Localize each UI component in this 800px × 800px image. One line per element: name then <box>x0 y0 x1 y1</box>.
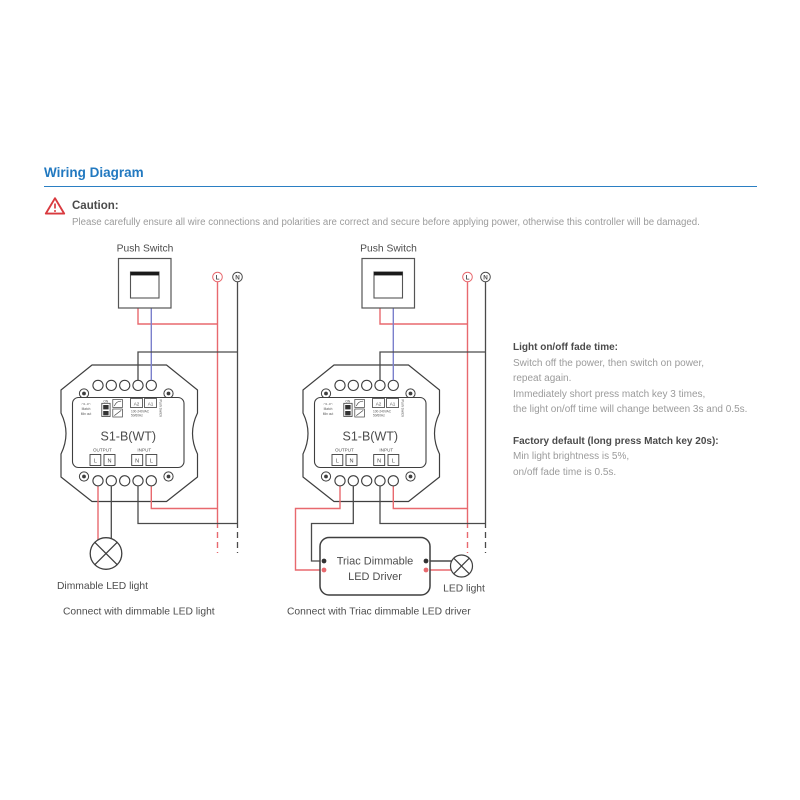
push-switch-icon-right <box>362 259 415 309</box>
a1-label: A1 <box>147 401 154 407</box>
driver-label-line1: Triac Dimmable <box>336 555 414 568</box>
push-switch-icon-left <box>119 259 172 309</box>
input-l-letter: L <box>149 458 153 465</box>
neutral-badge-right <box>481 272 491 282</box>
push-switch-label-right: Push Switch <box>360 243 417 255</box>
rating-line1: 100-240VAC <box>131 409 150 414</box>
push-switch-label-left: Push Switch <box>116 243 174 255</box>
neutral-badge-left <box>233 272 243 282</box>
output-label: OUTPUT <box>92 447 112 453</box>
output-n-letter: N <box>107 458 112 465</box>
svg-text:L: L <box>215 274 220 282</box>
fade-line: Immediately short press match key 3 times, <box>513 388 706 400</box>
match-sub-label: Min out <box>80 412 92 416</box>
module-model: S1-B(WT) <box>100 429 157 444</box>
factory-line: Min light brightness is 5%, <box>513 451 630 462</box>
lamp-icon-left <box>90 538 122 570</box>
match-label: Match <box>81 407 91 411</box>
svg-text:N: N <box>483 274 488 282</box>
caption-right: Connect with Triac dimmable LED driver <box>287 606 471 618</box>
output-l-letter: L <box>93 458 97 465</box>
lamp-icon-right <box>451 555 473 577</box>
a2-label: A2 <box>133 401 140 407</box>
caption-left: Connect with dimmable LED light <box>63 606 215 618</box>
driver-label-line2: LED Driver <box>348 571 402 583</box>
lamp-label-right: LED light <box>443 583 485 595</box>
caution-label: Caution: <box>72 200 119 212</box>
lamp-label-left: Dimmable LED light <box>57 581 148 592</box>
live-badge-left <box>213 272 223 282</box>
caution-text: Please carefully ensure all wire connections and polarities are correct and secure before applying power, otherwise this controller will be damaged. <box>72 217 700 228</box>
dimmer-module-left <box>61 365 198 502</box>
fade-line: Switch off the power, then switch on power, <box>513 357 705 369</box>
rating-line2: 50/60Hz <box>131 413 143 418</box>
factory-line: on/off fade time is 0.5s. <box>513 466 617 478</box>
input-label: INPUT <box>137 447 152 453</box>
input-n-letter: N <box>135 458 140 465</box>
wire-switch-to-live-left <box>138 309 218 325</box>
push-switch-vertical-label: Push Switch <box>158 399 163 418</box>
dimmer-module-right <box>303 365 440 502</box>
live-badge-right <box>463 272 473 282</box>
svg-text:N: N <box>235 274 240 282</box>
dip-on-label: ON <box>103 399 109 404</box>
fade-line: repeat again. <box>513 373 572 384</box>
factory-title: Factory default (long press Match key 20s): <box>513 435 719 447</box>
notes-block <box>513 340 788 480</box>
fade-title: Light on/off fade time: <box>513 342 618 353</box>
page-title: Wiring Diagram <box>44 165 144 180</box>
svg-text:L: L <box>465 274 470 282</box>
fade-line: the light on/off time will change between 3s and 0.5s. <box>513 404 748 415</box>
dip-switch-icon <box>102 403 110 416</box>
match-key-icon: ⌐o..o¬ <box>81 402 91 406</box>
